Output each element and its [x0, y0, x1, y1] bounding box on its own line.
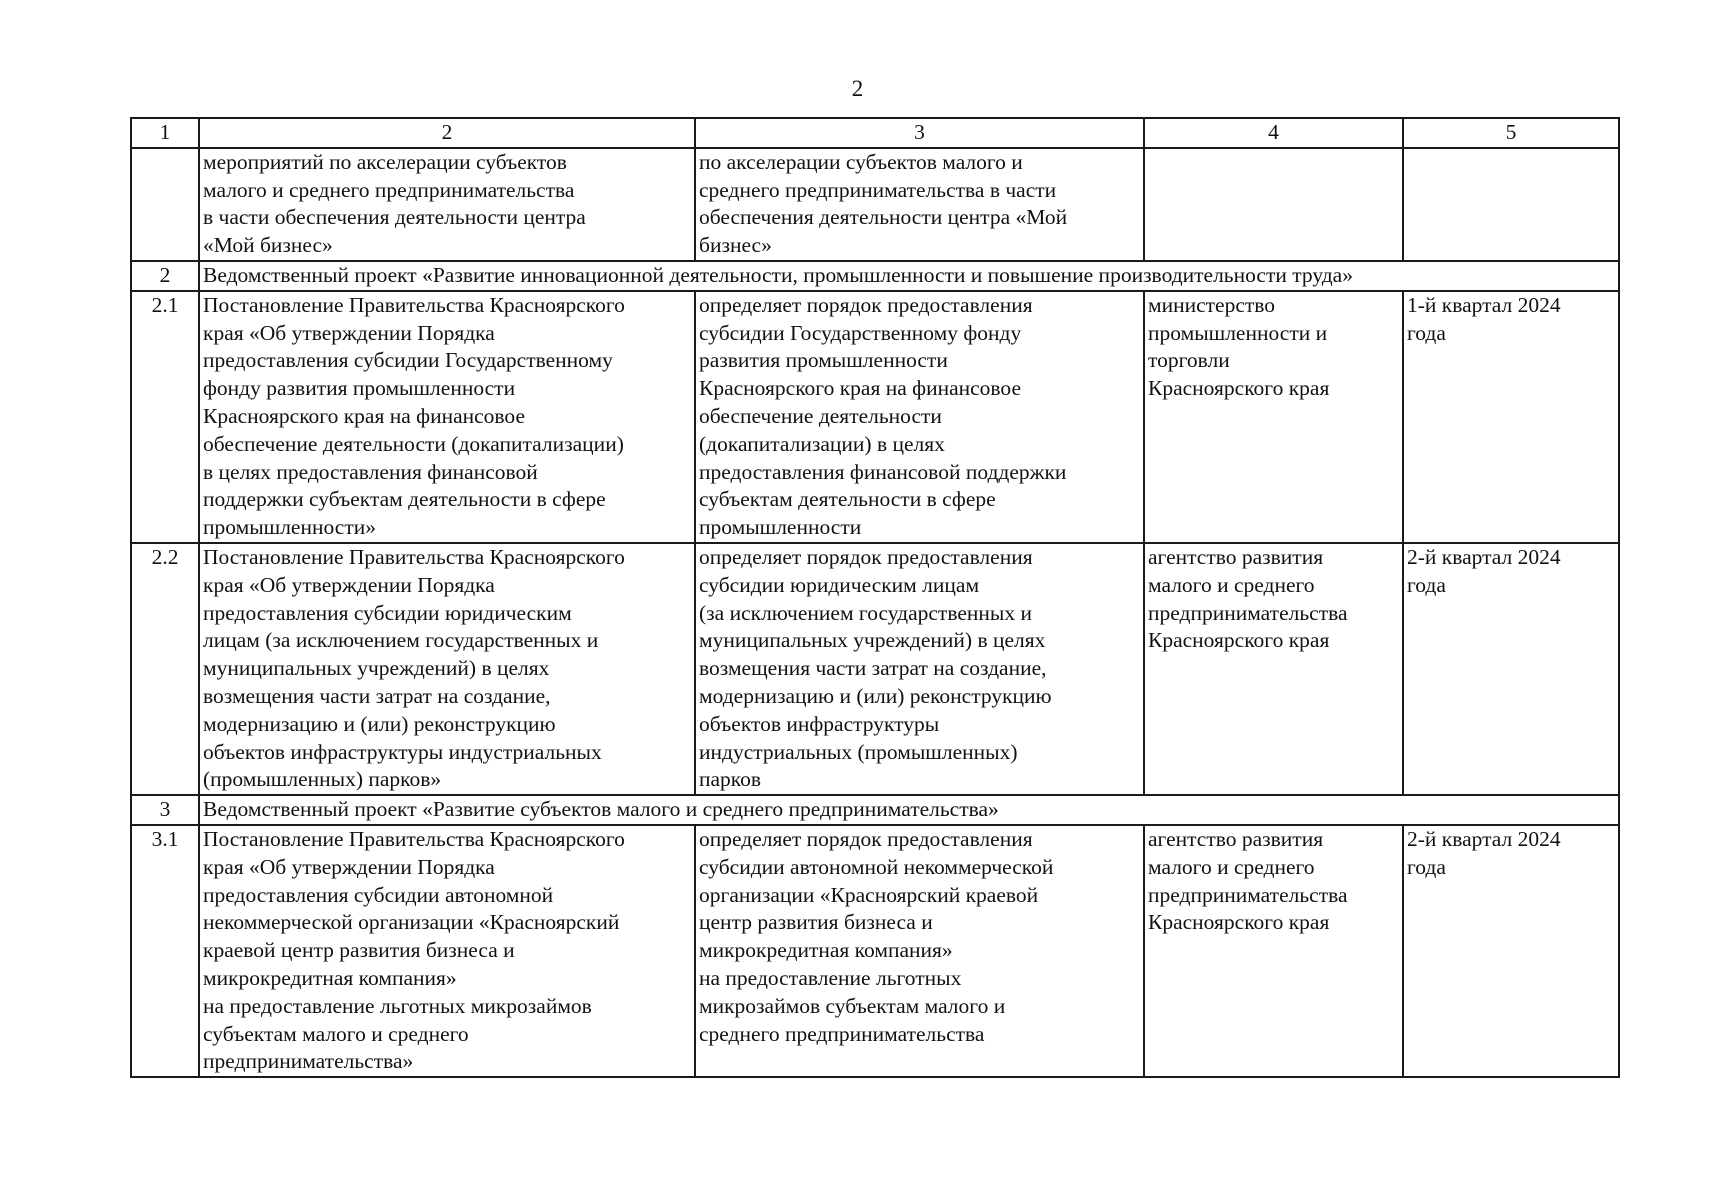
text-line: Красноярского края	[1148, 910, 1330, 935]
row-number: 2.1	[131, 291, 199, 543]
continuation-document-cell	[199, 148, 695, 261]
document-cell	[199, 543, 695, 795]
text-line: субсидии автономной некоммерческой	[699, 854, 1054, 879]
text-line: лицам (за исключением государственных и	[203, 628, 599, 653]
text-line: обеспечение деятельности (докапитализации)	[203, 431, 624, 456]
text-line: обеспечения деятельности центра «Мой	[699, 205, 1068, 230]
purpose-cell	[695, 825, 1144, 1077]
header-row	[131, 118, 1619, 148]
header-cell-2: 2	[199, 118, 695, 148]
table-row	[131, 825, 1619, 1077]
text-line: промышленности и	[1148, 320, 1328, 345]
purpose-cell	[695, 291, 1144, 543]
text-line: определяет порядок предоставления	[699, 292, 1033, 317]
text-line: «Мой бизнес»	[203, 233, 333, 258]
text-line: поддержки субъектам деятельности в сфере	[203, 487, 606, 512]
measures-table	[130, 117, 1620, 1078]
text-line: 2-й квартал 2024	[1407, 544, 1561, 569]
text-line: по акселерации субъектов малого и	[699, 149, 1023, 174]
text-line: бизнес»	[699, 233, 772, 258]
text-line: малого и среднего	[1148, 572, 1315, 597]
text-line: обеспечение деятельности	[699, 403, 942, 428]
text-line: 2-й квартал 2024	[1407, 826, 1561, 851]
continuation-purpose-cell	[695, 148, 1144, 261]
text-line: микрозаймов субъектам малого и	[699, 993, 1006, 1018]
text-line: микрокредитная компания»	[699, 938, 953, 963]
text-line: организации «Красноярский краевой	[699, 882, 1039, 907]
continuation-row	[131, 148, 1619, 261]
text-line: промышленности	[699, 515, 862, 540]
text-line: мероприятий по акселерации субъектов	[203, 149, 567, 174]
text-line: Красноярского края	[1148, 376, 1330, 401]
executor-cell	[1144, 543, 1403, 795]
header-cell-3: 3	[695, 118, 1144, 148]
text-line: определяет порядок предоставления	[699, 544, 1033, 569]
document-cell	[199, 291, 695, 543]
text-line: агентство развития	[1148, 544, 1324, 569]
text-line: муниципальных учреждений) в целях	[699, 628, 1046, 653]
text-line: предоставления субсидии юридическим	[203, 600, 572, 625]
text-line: Красноярского края на финансовое	[699, 376, 1021, 401]
text-line: возмещения части затрат на создание,	[203, 683, 551, 708]
text-line: субсидии Государственному фонду	[699, 320, 1022, 345]
executor-cell	[1144, 291, 1403, 543]
text-line: Постановление Правительства Красноярского	[203, 544, 625, 569]
text-line: среднего предпринимательства в части	[699, 177, 1057, 202]
table-row	[131, 543, 1619, 795]
text-line: малого и среднего	[1148, 854, 1315, 879]
text-line: в целях предоставления финансовой	[203, 459, 538, 484]
header-cell-4: 4	[1144, 118, 1403, 148]
text-line: развития промышленности	[699, 348, 948, 373]
text-line: года	[1407, 572, 1446, 597]
text-line: микрокредитная компания»	[203, 965, 457, 990]
text-line: Постановление Правительства Красноярского	[203, 826, 625, 851]
text-line: модернизацию и (или) реконструкцию	[699, 683, 1052, 708]
text-line: индустриальных (промышленных)	[699, 739, 1018, 764]
text-line: возмещения части затрат на создание,	[699, 656, 1047, 681]
text-line: (докапитализации) в целях	[699, 431, 945, 456]
text-line: Постановление Правительства Красноярского	[203, 292, 625, 317]
text-line: краевой центр развития бизнеса и	[203, 938, 515, 963]
text-line: промышленности»	[203, 515, 376, 540]
text-line: фонду развития промышленности	[203, 376, 516, 401]
text-line: предоставления субсидии Государственному	[203, 348, 613, 373]
section-number: 3	[131, 795, 199, 825]
text-line: предпринимательства	[1148, 882, 1348, 907]
section-row	[131, 261, 1619, 291]
row-number: 2.2	[131, 543, 199, 795]
section-title: Ведомственный проект «Развитие инновационной деятельности, промышленности и повышение производительности труда»	[199, 261, 1619, 291]
text-line: объектов инфраструктуры индустриальных	[203, 739, 602, 764]
text-line: определяет порядок предоставления	[699, 826, 1033, 851]
text-line: года	[1407, 320, 1446, 345]
text-line: предоставления финансовой поддержки	[699, 459, 1067, 484]
section-title: Ведомственный проект «Развитие субъектов малого и среднего предпринимательства»	[199, 795, 1619, 825]
row-number: 3.1	[131, 825, 199, 1077]
text-line: (промышленных) парков»	[203, 767, 442, 792]
text-line: края «Об утверждении Порядка	[203, 854, 495, 879]
deadline-cell	[1403, 291, 1619, 543]
continuation-deadline-cell	[1403, 148, 1619, 261]
text-line: на предоставление льготных	[699, 965, 962, 990]
text-line: предпринимательства»	[203, 1049, 414, 1074]
document-cell	[199, 825, 695, 1077]
continuation-executor-cell	[1144, 148, 1403, 261]
header-cell-1: 1	[131, 118, 199, 148]
text-line: предоставления субсидии автономной	[203, 882, 554, 907]
page-number: 2	[851, 76, 864, 101]
text-line: среднего предпринимательства	[699, 1021, 985, 1046]
text-line: Красноярского края	[1148, 628, 1330, 653]
purpose-cell	[695, 543, 1144, 795]
text-line: центр развития бизнеса и	[699, 910, 933, 935]
text-line: года	[1407, 854, 1446, 879]
text-line: в части обеспечения деятельности центра	[203, 205, 586, 230]
text-line: министерство	[1148, 292, 1276, 317]
text-line: торговли	[1148, 348, 1230, 373]
executor-cell	[1144, 825, 1403, 1077]
text-line: 1-й квартал 2024	[1407, 292, 1561, 317]
text-line: малого и среднего предпринимательства	[203, 177, 575, 202]
text-line: субсидии юридическим лицам	[699, 572, 980, 597]
text-line: субъектам малого и среднего	[203, 1021, 469, 1046]
text-line: субъектам деятельности в сфере	[699, 487, 996, 512]
deadline-cell	[1403, 825, 1619, 1077]
text-line: (за исключением государственных и	[699, 600, 1032, 625]
section-number: 2	[131, 261, 199, 291]
text-line: муниципальных учреждений) в целях	[203, 656, 550, 681]
section-row	[131, 795, 1619, 825]
text-line: парков	[699, 767, 762, 792]
text-line: модернизацию и (или) реконструкцию	[203, 711, 556, 736]
table-row	[131, 291, 1619, 543]
text-line: края «Об утверждении Порядка	[203, 572, 495, 597]
text-line: агентство развития	[1148, 826, 1324, 851]
text-line: Красноярского края на финансовое	[203, 403, 525, 428]
deadline-cell	[1403, 543, 1619, 795]
text-line: некоммерческой организации «Красноярский	[203, 910, 620, 935]
text-line: края «Об утверждении Порядка	[203, 320, 495, 345]
text-line: на предоставление льготных микрозаймов	[203, 993, 592, 1018]
header-cell-5: 5	[1403, 118, 1619, 148]
text-line: объектов инфраструктуры	[699, 711, 940, 736]
text-line: предпринимательства	[1148, 600, 1348, 625]
continuation-num-cell	[131, 148, 199, 261]
